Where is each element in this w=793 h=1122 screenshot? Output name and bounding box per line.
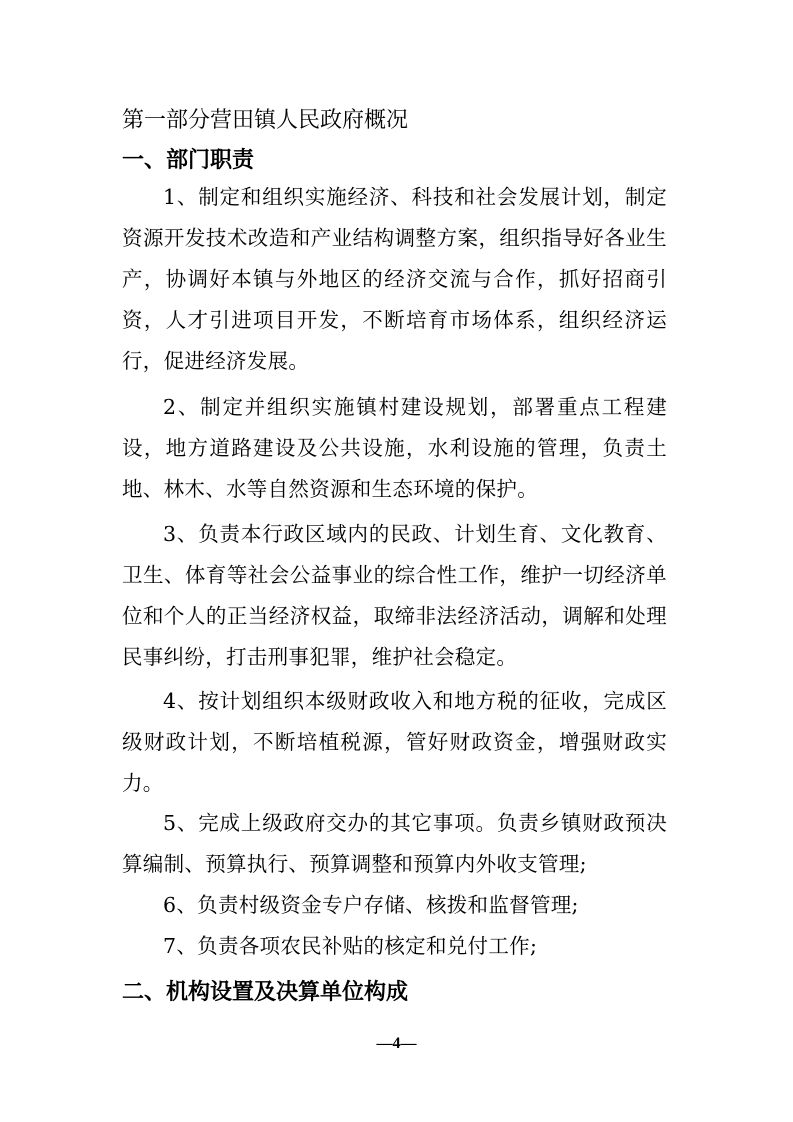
paragraph-3: 3、负责本行政区域内的民政、计划生育、文化教育、卫生、体育等社会公益事业的综合性工作，维护一切经济单位和个人的正当经济权益，取缔非法经济活动，调解和处理民事纠纷，打击刑事犯罪，维护社会稳定。	[122, 522, 667, 669]
paragraph-4: 4、按计划组织本级财政收入和地方税的征收，完成区级财政计划，不断培植税源，管好财政资金，增强财政实力。	[122, 689, 667, 795]
paragraph-2: 2、制定并组织实施镇村建设规划，部署重点工程建设，地方道路建设及公共设施，水利设施的管理，负责土地、林木、水等自然资源和生态环境的保护。	[122, 395, 667, 501]
paragraph-1: 1、制定和组织实施经济、科技和社会发展计划，制定资源开发技术改造和产业结构调整方案，组织指导好各业生产，协调好本镇与外地区的经济交流与合作，抓好招商引资，人才引进项目开发，不断培育市场体系，组织经济运行，促进经济发展。	[122, 185, 667, 373]
page-number: —4—	[376, 1035, 417, 1052]
section-heading-duties: 一、部门职责	[122, 148, 255, 173]
document-title: 第一部分营田镇人民政府概况	[122, 108, 409, 133]
paragraph-6: 6、负责村级资金专户存储、核拨和监督管理;	[163, 893, 579, 917]
paragraph-5: 5、完成上级政府交办的其它事项。负责乡镇财政预决算编制、预算执行、预算调整和预算内外收支管理;	[122, 811, 667, 876]
section-heading-structure: 二、机构设置及决算单位构成	[122, 980, 409, 1005]
paragraph-7: 7、负责各项农民补贴的核定和兑付工作;	[163, 934, 538, 958]
